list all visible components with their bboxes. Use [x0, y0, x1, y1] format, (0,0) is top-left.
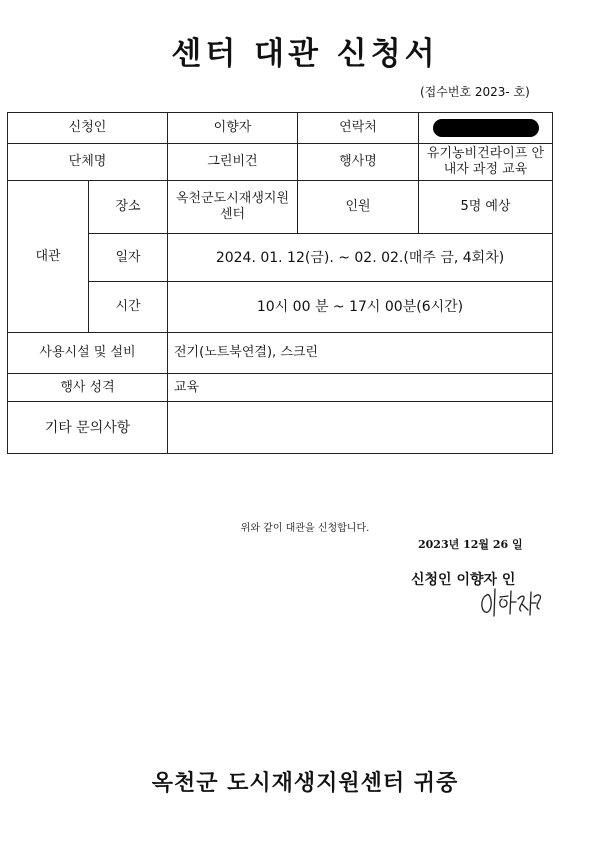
other-inquiries-label: 기타 문의사항 [8, 402, 168, 454]
rental-label: 대관 [8, 181, 89, 333]
date-label: 일자 [89, 234, 168, 282]
receipt-number: (접수번호 2023- 호) [420, 85, 530, 99]
place-row [8, 181, 553, 234]
organization-row [8, 144, 553, 181]
event-type-label: 행사 성격 [8, 374, 168, 402]
declaration-statement: 위와 같이 대관을 신청합니다. [240, 523, 370, 534]
time-label: 시간 [89, 282, 168, 333]
date-value: 2024. 01. 12(금). ~ 02. 02.(매주 금, 4회차) [168, 234, 553, 282]
organization-value: 그린비건 [168, 144, 298, 181]
event-name-value: 유기농비건라이프 안내자 과정 교육 [419, 144, 553, 181]
document-title: 센터 대관 신청서 [171, 36, 439, 72]
headcount-value: 5명 예상 [419, 181, 553, 234]
application-form-table [7, 112, 553, 454]
redacted-contact-mark [433, 119, 539, 137]
applicant-row [8, 113, 553, 144]
place-value: 옥천군도시재생지원센터 [168, 181, 298, 234]
recipient-footer: 옥천군 도시재생지원센터 귀중 [151, 771, 459, 796]
time-row [8, 282, 553, 333]
event-name-label: 행사명 [298, 144, 419, 181]
date-row [8, 234, 553, 282]
contact-value [419, 113, 553, 144]
applicant-label: 신청인 [8, 113, 168, 144]
other-inquiries-row [8, 402, 553, 454]
facilities-label: 사용시설 및 설비 [8, 333, 168, 374]
organization-label: 단체명 [8, 144, 168, 181]
place-label: 장소 [89, 181, 168, 234]
handwritten-signature [478, 585, 550, 619]
facilities-row [8, 333, 553, 374]
applicant-value: 이향자 [168, 113, 298, 144]
event-type-value: 교육 [168, 374, 553, 402]
applicant-signature-line: 신청인 이향자 인 [411, 572, 516, 588]
facilities-value: 전기(노트북연결), 스크린 [168, 333, 553, 374]
application-date: 2023년 12월 26 일 [418, 538, 523, 551]
time-value: 10시 00 분 ~ 17시 00분(6시간) [168, 282, 553, 333]
headcount-label: 인원 [298, 181, 419, 234]
event-type-row [8, 374, 553, 402]
other-inquiries-value [168, 402, 553, 454]
contact-label: 연락처 [298, 113, 419, 144]
